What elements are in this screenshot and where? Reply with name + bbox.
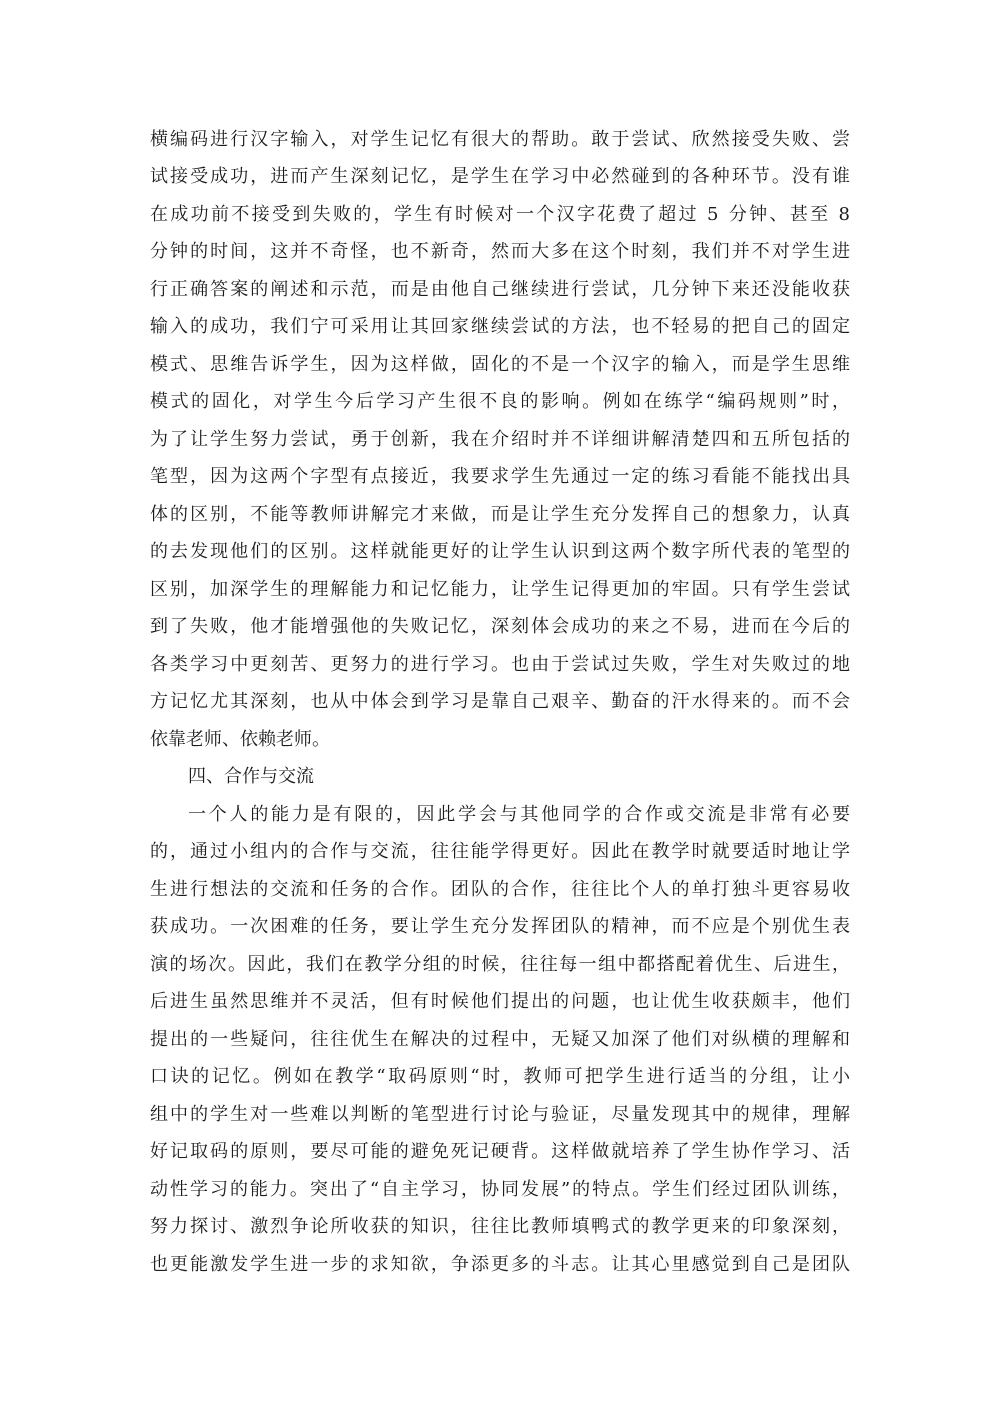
text-line: 的，通过小组内的合作与交流，往往能学得更好。因此在教学时就要适时地让学 (150, 841, 853, 862)
text-line: 区别，加深学生的理解能力和记忆能力，让学生记得更加的牢固。只有学生尝试 (150, 579, 853, 600)
text-line: 在成功前不接受到失败的，学生有时候对一个汉字花费了超过 5 分钟、甚至 8 (150, 204, 853, 225)
section-heading: 四、合作与交流 (188, 766, 314, 787)
text-line: 努力探讨、激烈争论所收获的知识，往往比教师填鸭式的教学更来的印象深刻， (150, 1216, 853, 1237)
text-line: 获成功。一次困难的任务，要让学生充分发挥团队的精神，而不应是个别优生表 (150, 916, 853, 937)
text-line: 后进生虽然思维并不灵活，但有时候他们提出的问题，也让优生收获颇丰，他们 (150, 991, 853, 1012)
text-line: 模式、思维告诉学生，因为这样做，固化的不是一个汉字的输入，而是学生思维 (150, 354, 853, 375)
text-line: 组中的学生对一些难以判断的笔型进行讨论与验证，尽量发现其中的规律，理解 (150, 1104, 853, 1125)
text-line: 口诀的记忆。例如在教学“取码原则“时，教师可把学生进行适当的分组，让小 (150, 1066, 853, 1087)
text-line: 试接受成功，进而产生深刻记忆，是学生在学习中必然碰到的各种环节。没有谁 (150, 166, 853, 187)
text-line: 输入的成功，我们宁可采用让其回家继续尝试的方法，也不轻易的把自己的固定 (150, 316, 853, 337)
text-line: 演的场次。因此，我们在教学分组的时候，往往每一组中都搭配着优生、后进生， (150, 954, 852, 975)
text-line: 生进行想法的交流和任务的合作。团队的合作，往往比个人的单打独斗更容易收 (150, 879, 853, 900)
text-line: 为了让学生努力尝试，勇于创新，我在介绍时并不详细讲解清楚四和五所包括的 (150, 429, 853, 450)
text-line: 各类学习中更刻苦、更努力的进行学习。也由于尝试过失败，学生对失败过的地 (150, 654, 853, 675)
text-line: 体的区别，不能等教师讲解完才来做，而是让学生充分发挥自己的想象力，认真 (150, 504, 853, 525)
text-line: 模式的固化，对学生今后学习产生很不良的影响。例如在练学“编码规则”时， (150, 391, 853, 412)
text-line: 笔型，因为这两个字型有点接近，我要求学生先通过一定的练习看能不能找出具 (150, 466, 853, 487)
text-line: 也更能激发学生进一步的求知欲，争添更多的斗志。让其心里感觉到自己是团队 (150, 1254, 853, 1275)
text-line: 动性学习的能力。突出了“自主学习，协同发展”的特点。学生们经过团队训练， (150, 1179, 852, 1200)
text-line: 行正确答案的阐述和示范，而是由他自己继续进行尝试，几分钟下来还没能收获 (150, 279, 853, 300)
text-line: 的去发现他们的区别。这样就能更好的让学生认识到这两个数字所代表的笔型的 (150, 541, 853, 562)
text-line: 依靠老师、依赖老师。 (150, 729, 330, 750)
text-line: 提出的一些疑问，往往优生在解决的过程中，无疑又加深了他们对纵横的理解和 (150, 1029, 853, 1050)
text-line: 分钟的时间，这并不奇怪，也不新奇，然而大多在这个时刻，我们并不对学生进 (150, 241, 853, 262)
text-line: 方记忆尤其深刻，也从中体会到学习是靠自己艰辛、勤奋的汗水得来的。而不会 (150, 691, 853, 712)
text-line: 一个人的能力是有限的，因此学会与其他同学的合作或交流是非常有必要 (188, 804, 853, 825)
text-line: 好记取码的原则，要尽可能的避免死记硬背。这样做就培养了学生协作学习、活 (150, 1141, 853, 1162)
text-line: 横编码进行汉字输入，对学生记忆有很大的帮助。敢于尝试、欣然接受失败、尝 (150, 129, 853, 150)
text-line: 到了失败，他才能增强他的失败记忆，深刻体会成功的来之不易，进而在今后的 (150, 616, 853, 637)
